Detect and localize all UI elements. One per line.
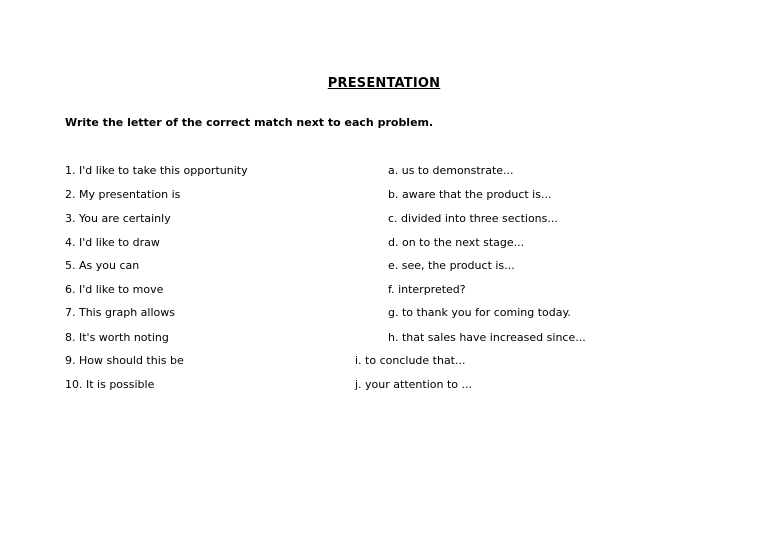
match-item: e. see, the product is... — [388, 259, 515, 272]
problem-item: 4. I'd like to draw — [65, 236, 160, 249]
problem-item: 9. How should this be — [65, 354, 184, 367]
exercise-row — [0, 163, 768, 179]
problem-item: 6. I'd like to move — [65, 283, 164, 296]
match-item: b. aware that the product is... — [388, 188, 552, 201]
problem-item: 7. This graph allows — [65, 306, 175, 319]
exercise-row — [0, 330, 768, 346]
exercise-row — [0, 187, 768, 203]
problem-item: 3. You are certainly — [65, 212, 171, 225]
exercise-row — [0, 211, 768, 227]
match-item: a. us to demonstrate... — [388, 164, 514, 177]
exercise-row — [0, 235, 768, 251]
problem-item: 2. My presentation is — [65, 188, 181, 201]
match-item: i. to conclude that... — [355, 354, 466, 367]
match-item: d. on to the next stage... — [388, 236, 525, 249]
exercise-row — [0, 282, 768, 298]
problem-item: 10. It is possible — [65, 378, 155, 391]
match-item: j. your attention to ... — [355, 378, 472, 391]
match-item: h. that sales have increased since... — [388, 331, 586, 344]
worksheet-instructions: Write the letter of the correct match next to each problem. — [65, 116, 434, 129]
match-item: f. interpreted? — [388, 283, 466, 296]
problem-item: 1. I'd like to take this opportunity — [65, 164, 248, 177]
exercise-row — [0, 258, 768, 274]
problem-item: 5. As you can — [65, 259, 140, 272]
match-item: g. to thank you for coming today. — [388, 306, 571, 319]
exercise-row — [0, 305, 768, 321]
exercise-row — [0, 353, 768, 369]
match-item: c. divided into three sections... — [388, 212, 558, 225]
exercise-row — [0, 377, 768, 393]
worksheet-title: PRESENTATION — [327, 76, 441, 91]
problem-item: 8. It's worth noting — [65, 331, 169, 344]
